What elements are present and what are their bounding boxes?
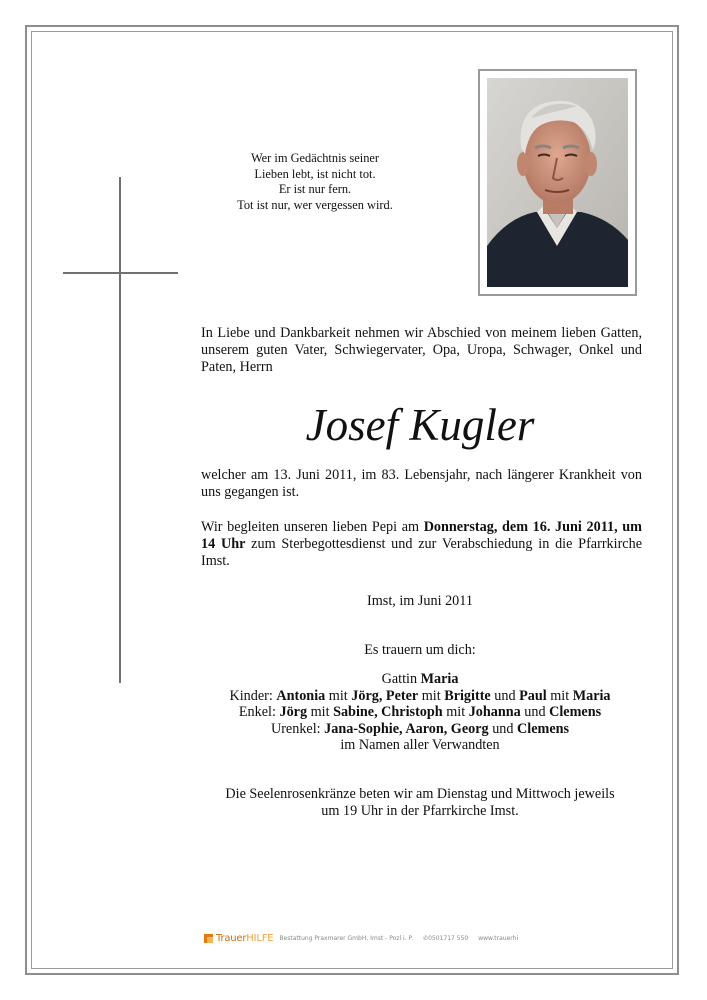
connector: mit	[307, 704, 334, 720]
child-name: Maria	[572, 687, 611, 704]
motto-line: Er ist nur fern.	[278, 182, 352, 196]
connector: und	[488, 720, 518, 737]
funeral-service-paragraph	[201, 519, 642, 570]
mourners-heading: Es trauern um dich:	[364, 642, 476, 658]
child-name: Brigitte	[444, 687, 491, 704]
cross-vertical-beam	[119, 177, 121, 683]
logo-text-trauer: Trauer	[216, 933, 247, 944]
death-paragraph: welcher am 13. Juni 2011, im 83. Lebensjahr, nach längerer Krankheit von uns gegangen ist.	[201, 467, 642, 500]
connector: mit	[546, 687, 573, 704]
trauerhilfe-logo-icon	[204, 934, 213, 943]
grandchild-name: Jörg	[279, 704, 308, 720]
child-name: Jörg, Peter	[351, 687, 419, 704]
family-great-grandchildren-line	[170, 721, 670, 738]
family-grandchildren-line	[170, 704, 670, 721]
wife-label: Gattin	[381, 671, 421, 687]
logo-text-hilfe: HILFE	[246, 933, 274, 944]
grandchildren-label: Enkel:	[238, 704, 280, 720]
motto-line: Lieben lebt, ist nicht tot.	[254, 166, 376, 181]
trauerhilfe-logo	[216, 933, 273, 944]
wife-name: Maria	[420, 671, 459, 687]
intro-paragraph: In Liebe und Dankbarkeit nehmen wir Abschied von meinem lieben Gatten, unserem guten Vater, Schwiegervater, Opa, Uropa, Schwager, Onkel und Paten, Herrn	[201, 325, 642, 375]
family-children-line	[170, 688, 670, 705]
rosary-line: um 19 Uhr in der Pfarrkirche Imst.	[321, 802, 519, 819]
child-name: Antonia	[276, 687, 326, 704]
motto-line: Wer im Gedächtnis seiner	[250, 151, 380, 165]
grandchild-name: Johanna	[468, 704, 521, 720]
portrait-frame	[478, 69, 637, 296]
cross-horizontal-beam	[63, 272, 178, 274]
footer-company: Bestattung Praxmarer GmbH, Imst - Pozl i. P.	[279, 935, 414, 942]
child-name: Paul	[519, 687, 547, 704]
rosary-notice	[170, 786, 670, 819]
relatives-line: im Namen aller Verwandten	[340, 737, 500, 753]
great-grandchild-names: Jana-Sophie, Aaron, Georg	[324, 720, 489, 737]
footer-phone: ✆0501717 550	[423, 935, 469, 942]
portrait-illustration	[487, 78, 628, 287]
grandchild-name: Clemens	[549, 704, 602, 720]
connector: mit	[418, 687, 445, 704]
connector: und	[490, 687, 520, 704]
connector: mit	[325, 687, 352, 704]
great-grandchild-name: Clemens	[517, 720, 570, 737]
grandchild-name: Sabine, Christoph	[333, 704, 443, 720]
deceased-name: Josef Kugler	[305, 400, 535, 450]
family-list	[170, 671, 670, 754]
rosary-line: Die Seelenrosenkränze beten wir am Dienstag und Mittwoch jeweils	[225, 786, 615, 802]
motto-line: Tot ist nur, wer vergessen wird.	[237, 197, 393, 212]
family-wife-line	[170, 671, 670, 688]
footer-imprint	[204, 933, 518, 944]
great-grandchildren-label: Urenkel:	[270, 720, 325, 737]
connector: und	[520, 704, 550, 720]
connector: mit	[442, 704, 469, 720]
portrait-photo	[487, 78, 628, 287]
service-text-pre: Wir begleiten unseren lieben Pepi am	[201, 519, 424, 535]
memorial-motto	[225, 151, 405, 213]
service-date-time: Donnerstag, dem 16. Juni 2011, um 14 Uhr	[201, 519, 642, 552]
service-text-post: zum Sterbegottesdienst und zur Verabschiedung in die Pfarrkirche Imst.	[201, 536, 642, 569]
place-date: Imst, im Juni 2011	[367, 593, 473, 609]
footer-website: www.trauerhi	[478, 935, 519, 942]
children-label: Kinder:	[229, 687, 277, 704]
